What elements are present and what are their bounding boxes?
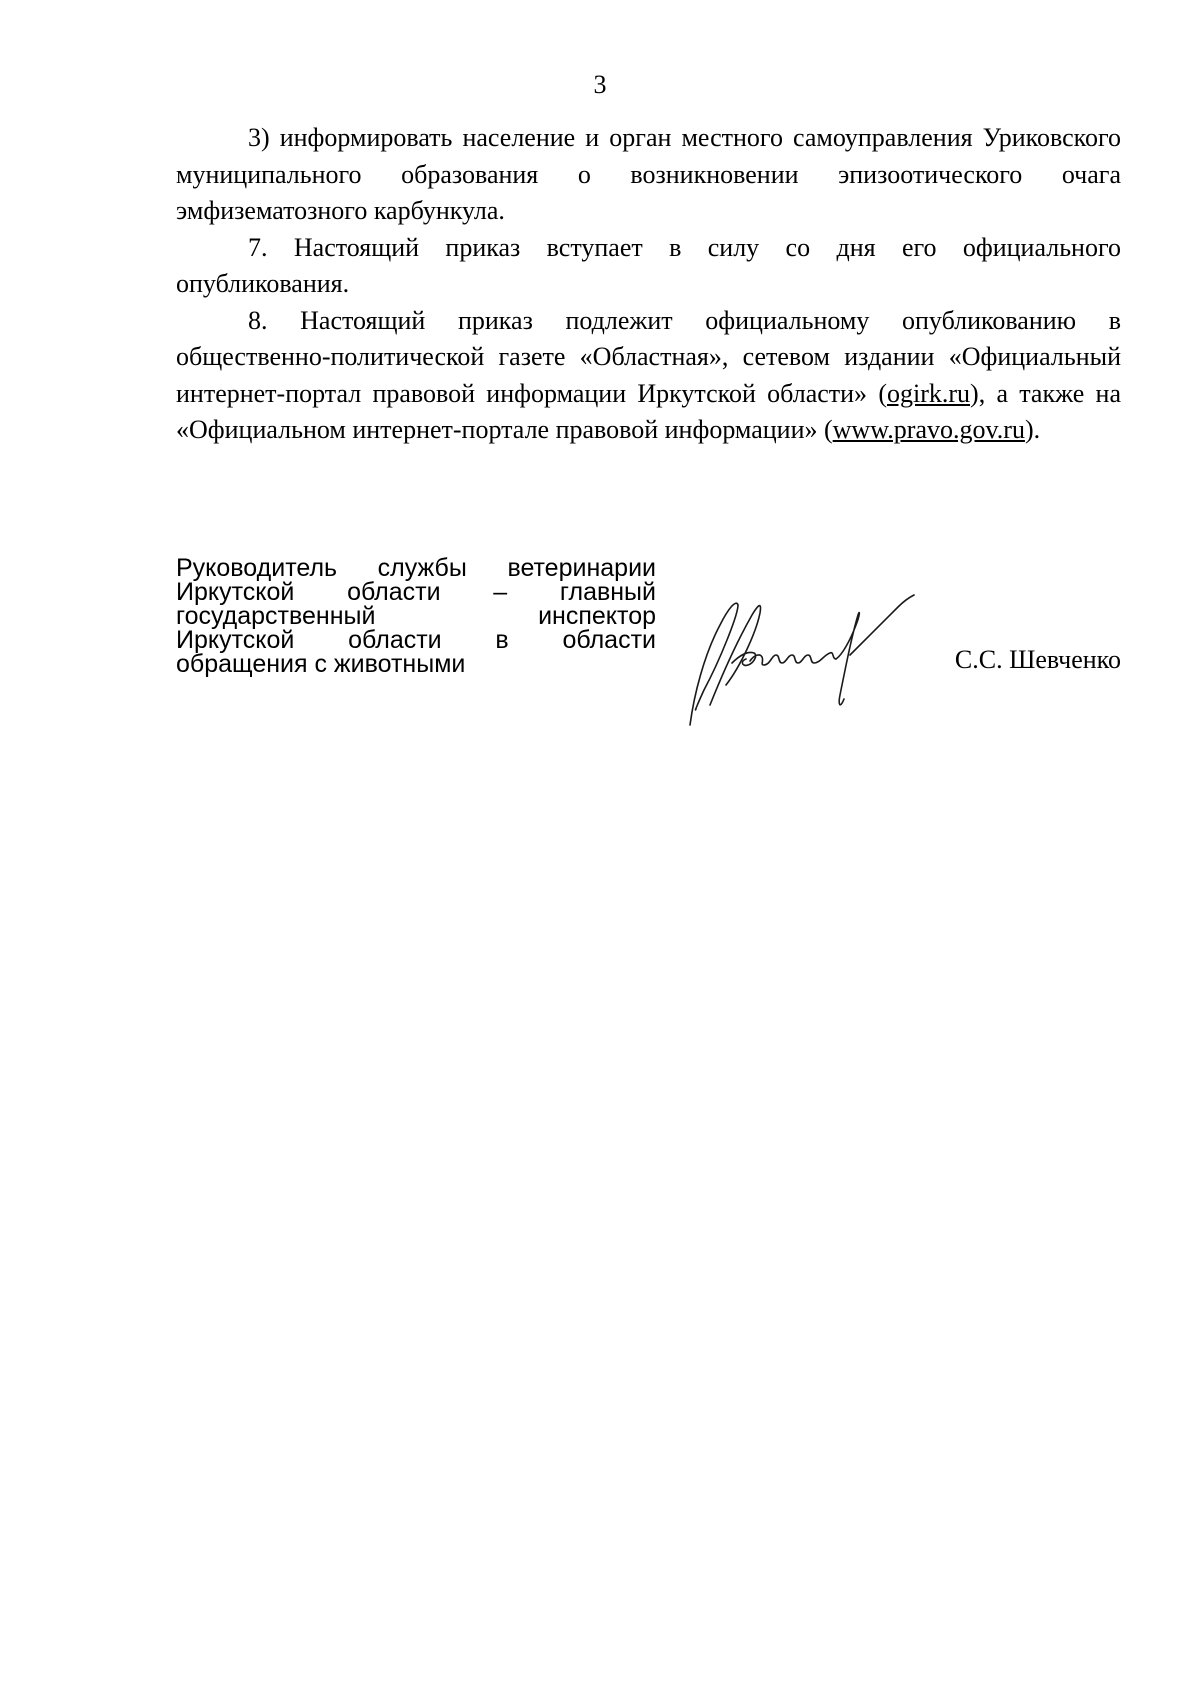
paragraph-item-7: 7. Настоящий приказ вступает в силу со дня его официального опубликования. <box>176 232 1121 298</box>
signatory-title <box>176 556 656 676</box>
signatory-name: С.С. Шевченко <box>954 645 1121 674</box>
handwritten-signature <box>680 585 940 735</box>
signatory-title-line: Иркутской области в области <box>176 626 656 654</box>
signatory-title-line: Руководитель службы ветеринарии <box>176 554 656 582</box>
link-pravo-gov[interactable]: www.pravo.gov.ru <box>832 415 1025 444</box>
signatory-title-line: обращения с животными <box>176 650 466 678</box>
signatory-title-line: государственный инспектор <box>176 602 656 630</box>
paragraph-item-8-text-1: 8. Настоящий приказ подлежит официальному опубликованию в общественно-политической газете «Областная», сетевом издании «Официальный интернет-портал правовой информации Иркутской области» ( <box>176 305 1121 408</box>
page-number: 3 <box>593 70 607 99</box>
signatory-title-line: Иркутской области – главный <box>176 578 656 606</box>
paragraph-item-3: 3) информировать население и орган местного самоуправления Уриковского муниципального образования о возникновении эпизоотического очага эмфизематозного карбункула. <box>176 123 1121 225</box>
paragraph-item-8 <box>176 303 1121 449</box>
document-body <box>176 120 1121 449</box>
paragraph-item-8-text-2: ), а также на «Официальном интернет-портале правовой информации» ( <box>176 378 1121 444</box>
link-ogirk[interactable]: ogirk.ru <box>886 378 971 408</box>
paragraph-item-8-text-3: ). <box>1024 415 1041 444</box>
